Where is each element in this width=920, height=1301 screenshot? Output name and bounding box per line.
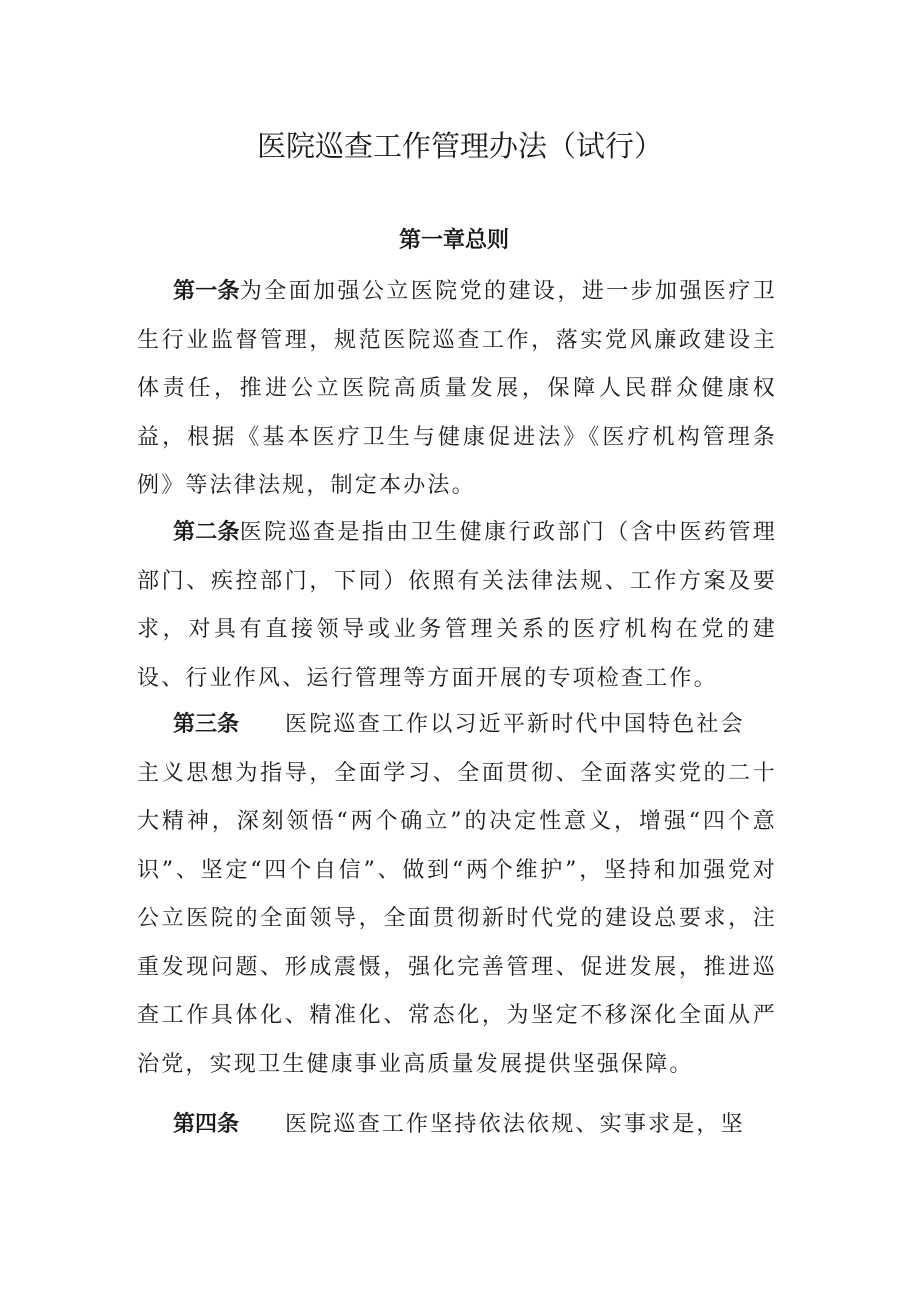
article-4 bbox=[137, 1101, 777, 1150]
article-1 bbox=[137, 268, 777, 511]
article-2 bbox=[137, 509, 777, 703]
article-3 bbox=[137, 701, 777, 1089]
article-label: 第三条 bbox=[173, 712, 240, 737]
article-label: 第二条 bbox=[173, 520, 240, 545]
article-first-line: 医院巡查工作坚持依法依规、实事求是，坚 bbox=[285, 1112, 745, 1137]
article-label: 第四条 bbox=[173, 1112, 240, 1137]
article-first-line: 医院巡查工作以习近平新时代中国特色社会 bbox=[285, 712, 745, 737]
chapter-title: 第一章总则 bbox=[398, 228, 509, 253]
article-text: 为全面加强公立医院党的建设，进一步加强医疗卫生行业监督管理，规范医院巡查工作，落实党风廉政建设主体责任，推进公立医院高质量发展，保障人民群众健康权益，根据《基本医疗卫生与健康促进法》《医疗机构管理条例》等法律法规，制定本办法。 bbox=[137, 279, 777, 498]
article-text: 主义思想为指导，全面学习、全面贯彻、全面落实党的二十大精神，深刻领悟“两个确立”的决定性意义，增强“四个意识”、坚定“四个自信”、做到“两个维护”，坚持和加强党对公立医院的全面领导，全面贯彻新时代党的建设总要求，注重发现问题、形成震慑，强化完善管理、促进发展，推进巡查工作具体化、精准化、常态化，为坚定不移深化全面从严治党，实现卫生健康事业高质量发展提供坚强保障。 bbox=[137, 760, 777, 1077]
document-title: 医院巡查工作管理办法（试行） bbox=[256, 129, 663, 163]
article-text: 医院巡查是指由卫生健康行政部门（含中医药管理部门、疾控部门，下同）依照有关法律法规、工作方案及要求，对具有直接领导或业务管理关系的医疗机构在党的建设、行业作风、运行管理等方面开展的专项检查工作。 bbox=[137, 520, 777, 691]
article-label: 第一条 bbox=[173, 279, 240, 304]
